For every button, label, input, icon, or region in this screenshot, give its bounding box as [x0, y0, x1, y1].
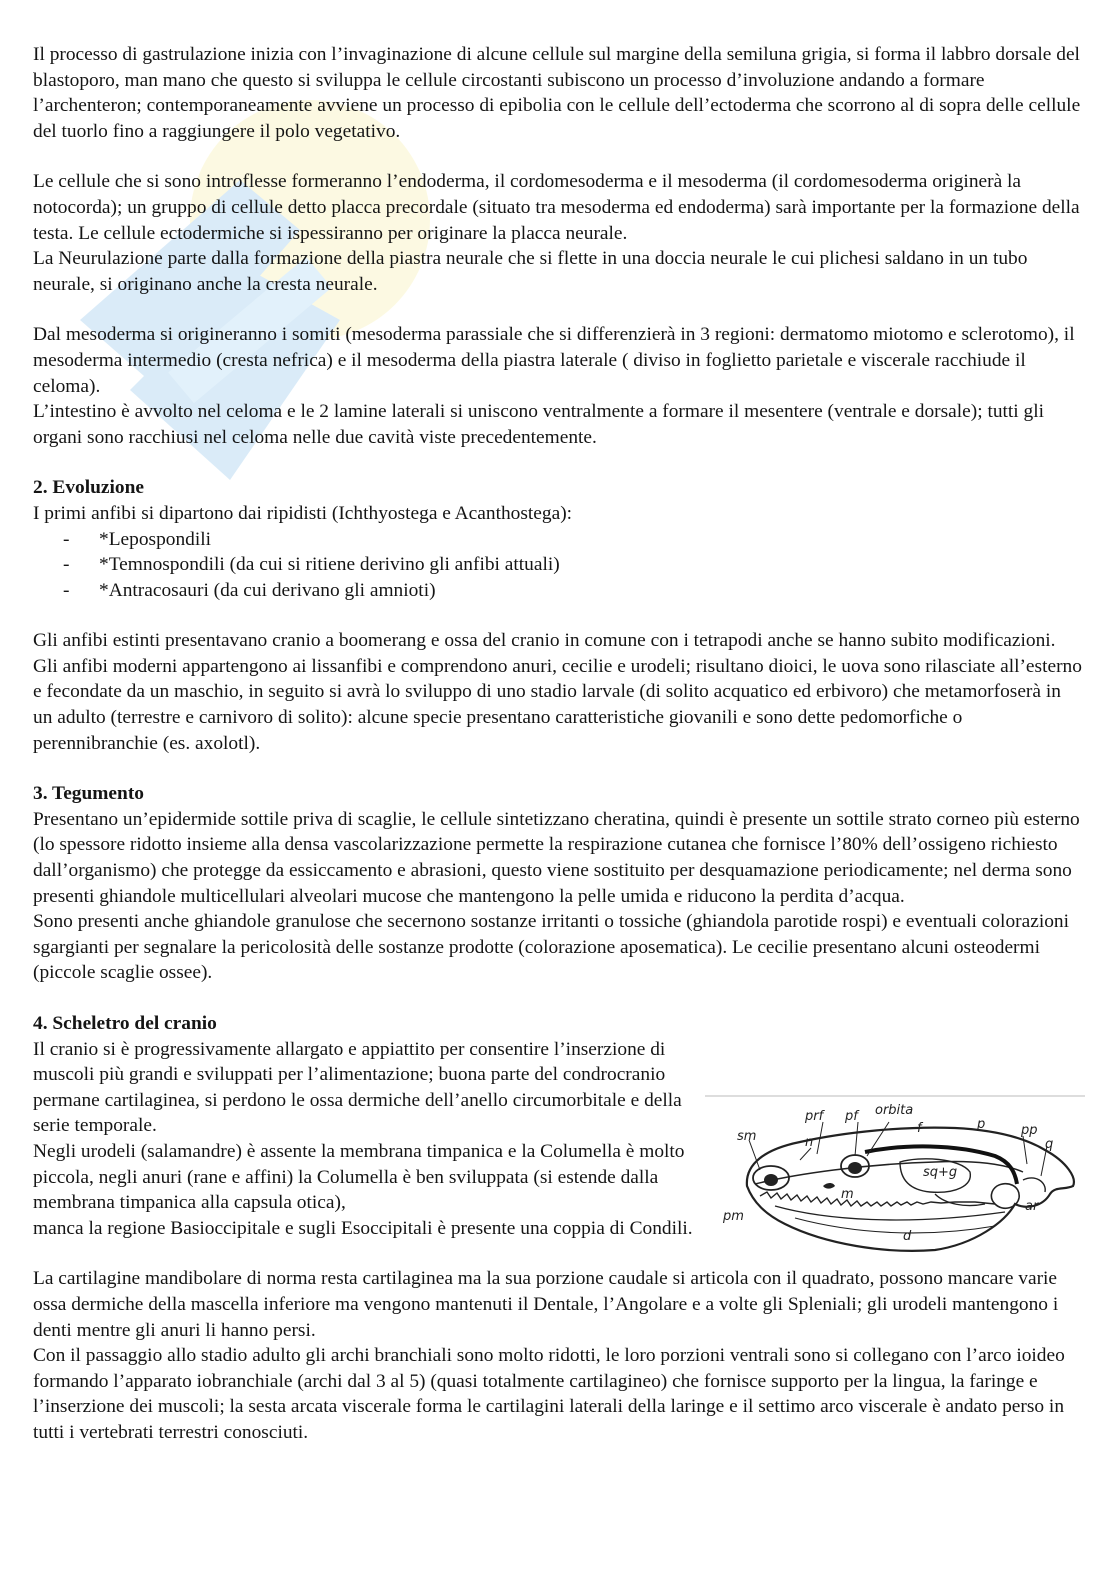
label-sq-g: sq+g — [923, 1165, 958, 1180]
label-ar: ar — [1025, 1199, 1039, 1214]
label-pp: pp — [1021, 1123, 1038, 1138]
label-pm: pm — [723, 1209, 744, 1224]
label-n: n — [805, 1135, 814, 1150]
label-q: q — [1045, 1137, 1054, 1152]
amphibian-skull-figure — [705, 1094, 1085, 1254]
paragraph: Dal mesoderma si origineranno i somiti (mesoderma parassiale che si differenzierà in 3 regioni: dermatomo miotomo e sclerotomo), il mesoderma intermedio (cresta nefrica) e il mesoderma della piastra laterale ( diviso in foglietto parietale e viscerale racchiude il celoma). — [33, 324, 1075, 397]
section-heading-cranio: 4. Scheletro del cranio — [33, 1013, 217, 1034]
paragraph: manca la regione Basioccipitale e sugli Esoccipitali è presente una coppia di Condili. — [33, 1217, 693, 1239]
label-pf: pf — [845, 1109, 858, 1124]
list-item: - *Temnospondili (da cui si ritiene derivino gli anfibi attuali) — [33, 552, 1083, 578]
label-sm: sm — [737, 1129, 757, 1144]
paragraph: La cartilagine mandibolare di norma resta cartilaginea ma la sua porzione caudale si articola con il quadrato, possono mancare varie ossa dermiche della mascella inferiore ma vengono mantenuti il Dentale, l’Angolare e a volte gli Spleniali; gli urodeli mantengono i denti mentre gli anuri li hanno persi. — [33, 1268, 1059, 1341]
label-p: p — [977, 1117, 986, 1132]
label-d: d — [903, 1229, 912, 1244]
label-prf: prf — [805, 1109, 824, 1124]
paragraph: La Neurulazione parte dalla formazione della piastra neurale che si flette in una doccia neurale le cui plichesi saldano in un tubo neurale, si originano anche la cresta neurale. — [33, 248, 1028, 295]
paragraph: Gli anfibi moderni appartengono ai lissanfibi e comprendono anuri, cecilie e urodeli; risultano dioici, le uova sono rilasciate all’esterno e fecondate da un maschio, in seguito si avrà lo sviluppo di uno stadio larvale (di solito acquatico ed erbivoro) che metamorfoserà in un adulto (terrestre e carnivoro di solito): alcune specie presentano caratteristiche giovanili e sono dette pedomorfiche o perennibranchie (es. axolotl). — [33, 655, 1082, 754]
paragraph: Sono presenti anche ghiandole granulose che secernono sostanze irritanti o tossiche (ghiandola parotide rospi) e eventuali colorazioni sgargianti per segnalare la pericolosità delle sostanze prodotte (colorazione aposematica). Le cecilie presentano alcuni osteodermi (piccole scaglie ossee). — [33, 911, 1069, 984]
list-item: - *Lepospondili — [33, 527, 1083, 553]
paragraph: Presentano un’epidermide sottile priva di scaglie, le cellule sintetizzano cheratina, quindi è presente un sottile strato corneo più esterno (lo spessore ridotto insieme alla densa vascolarizzazione permette la respirazione cutanea che fornisce l’80% dell’ossigeno richiesto dall’organismo) che protegge da essiccamento e abrasioni, questo viene sostituito per desquamazione periodicamente; nel derma sono presenti ghiandole multicellulari alveolari mucose che mantengono la pelle umida e riducono la perdita d’acqua. — [33, 808, 1080, 907]
paragraph: Con il passaggio allo stadio adulto gli archi branchiali sono molto ridotti, le loro porzioni ventrali sono si collegano con l’arco ioideo formando l’apparato iobranchiale (archi dal 3 al 5) (quasi totalmente cartilagineo) che fornisce supporto per la lingua, la faringe e l’inserzione dei muscoli; la sesta arcata viscerale forma le cartilagini laterali della laringe e il settimo arco viscerale è andato perso in tutti i vertebrati terrestri conosciuti. — [33, 1345, 1065, 1443]
section-heading-evoluzione: 2. Evoluzione — [33, 477, 144, 499]
paragraph: L’intestino è avvolto nel celoma e le 2 lamine laterali si uniscono ventralmente a formare il mesentere (ventrale e dorsale); tutti gli organi sono racchiusi nel celoma nelle due cavità viste precedentemente. — [33, 401, 1045, 448]
label-orbita: orbita — [875, 1103, 914, 1118]
list-item: - *Antracosauri (da cui derivano gli amnioti) — [33, 578, 1083, 604]
paragraph: I primi anfibi si dipartono dai ripidisti (Ichthyostega e Acanthostega): — [33, 502, 573, 524]
paragraph: Il cranio si è progressivamente allargato e appiattito per consentire l’inserzione di muscoli più grandi e sviluppati per l’alimentazione; buona parte del condrocranio permane cartilaginea, si perdono le ossa dermiche dell’anello circumorbitale e della serie temporale. — [33, 1038, 682, 1137]
paragraph: Gli anfibi estinti presentavano cranio a boomerang e ossa del cranio in comune con i tetrapodi anche se hanno subito modificazioni. — [33, 630, 1056, 652]
bullet-list — [33, 527, 1083, 604]
label-f: f — [917, 1121, 922, 1136]
label-m: m — [841, 1187, 854, 1202]
paragraph: Le cellule che si sono introflesse formeranno l’endoderma, il cordomesoderma e il mesoderma (il cordomesoderma originerà la notocorda); un gruppo di cellule detto placca precordale (situato tra mesoderma ed endoderma) sarà importante per la formazione della testa. Le cellule ectodermiche si ispessiranno per originare la placca neurale. — [33, 171, 1080, 244]
paragraph: Negli urodeli (salamandre) è assente la membrana timpanica e la Columella è molto piccola, negli anuri (rane e affini) la Columella è ben sviluppata (si estende dalla membrana timpanica alla capsula otica), — [33, 1140, 685, 1214]
paragraph: Il processo di gastrulazione inizia con l’invaginazione di alcune cellule sul margine della semiluna grigia, si forma il labbro dorsale del blastoporo, man mano che questo si sviluppa le cellule circostanti subiscono un processo d’involuzione andando a formare l’archenteron; contemporaneamente avviene un processo di epibolia con le cellule dell’ectoderma che scorrono al di sopra delle cellule del tuorlo fino a raggiungere il polo vegetativo. — [33, 44, 1081, 142]
section-heading-tegumento: 3. Tegumento — [33, 783, 144, 805]
